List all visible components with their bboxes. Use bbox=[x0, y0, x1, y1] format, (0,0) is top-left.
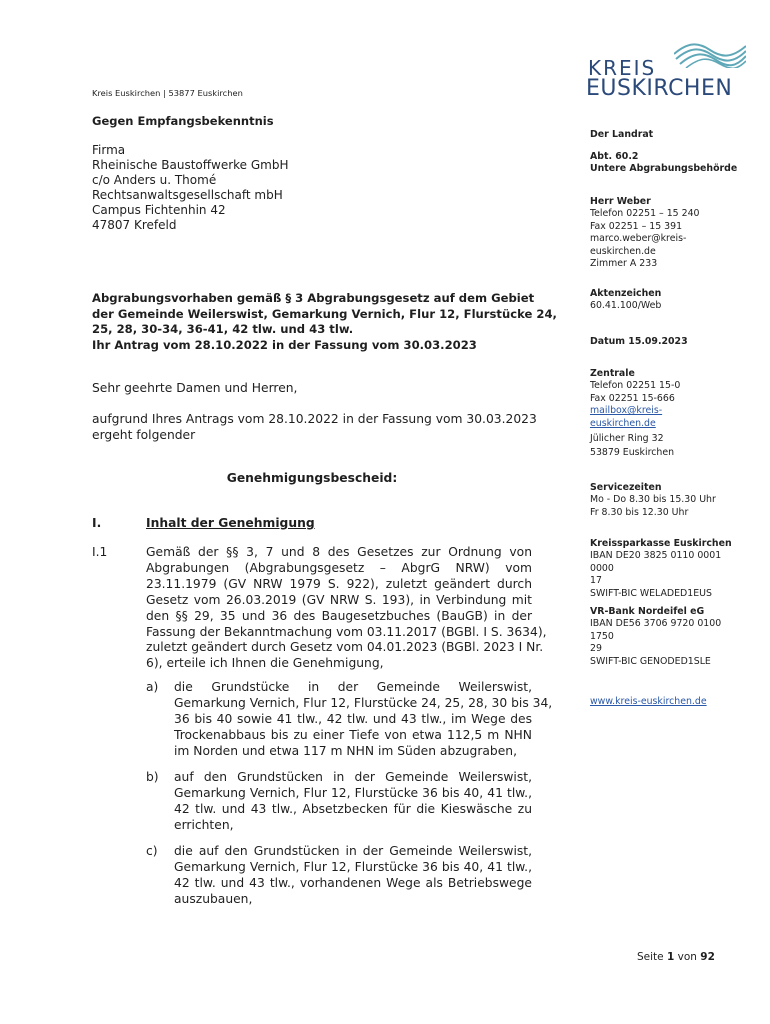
bank-line: SWIFT-BIC WELADED1EUS bbox=[590, 587, 712, 599]
item-line: Gemarkung Vernich, Flur 12, Flurstücke 36 bis 40, 41 tlw., bbox=[174, 785, 532, 800]
bank-line: 1750 bbox=[590, 630, 614, 642]
contact-line: euskirchen.de bbox=[590, 245, 656, 257]
item-line: Gemarkung Vernich, Flur 12, Flurstücke 24, 25, 28, 30 bis 34, bbox=[174, 695, 553, 710]
bank-line: IBAN DE56 3706 9720 0100 bbox=[590, 618, 722, 630]
paragraph-line: Gesetz vom 26.03.2019 (GV NRW S. 193), in Verbindung mit bbox=[146, 592, 532, 607]
item-line: die Grundstücke in der Gemeinde Weilerswist, bbox=[174, 680, 532, 694]
mail-line[interactable]: euskirchen.de bbox=[590, 417, 656, 429]
file-reference-label: Aktenzeichen bbox=[590, 288, 662, 299]
subject-line: der Gemeinde Weilerswist, Gemarkung Vernich, Flur 12, Flurstücke 24, bbox=[92, 306, 557, 321]
mail-line[interactable]: mailbox@kreis- bbox=[590, 405, 663, 417]
sidebar-bank-1 bbox=[590, 538, 742, 600]
item-c-text bbox=[174, 844, 532, 908]
recipient-address bbox=[92, 143, 289, 233]
central-mail-link[interactable] bbox=[590, 405, 742, 430]
sidebar-contact bbox=[590, 196, 742, 270]
item-line: errichten, bbox=[174, 817, 234, 832]
intro-text bbox=[92, 411, 537, 443]
sidebar-central bbox=[590, 368, 742, 460]
item-line: im Norden und etwa 117 m NHN im Süden abzugraben, bbox=[174, 743, 517, 758]
contact-line: Zimmer A 233 bbox=[590, 258, 658, 270]
item-a-text bbox=[174, 680, 553, 760]
bank-line: 17 bbox=[590, 575, 602, 587]
paragraph-line: 6), erteile ich Ihnen die Genehmigung, bbox=[146, 656, 384, 671]
item-line: 42 tlw. und 43 tlw., vorhandenen Wege als Betriebswege bbox=[174, 875, 532, 890]
department-number: Abt. 60.2 bbox=[590, 151, 639, 162]
sidebar-department bbox=[590, 151, 742, 176]
sidebar-authority bbox=[590, 129, 742, 141]
subject-line: 25, 28, 30-34, 36-41, 42 tlw. und 43 tlw. bbox=[92, 322, 354, 336]
item-b-text bbox=[174, 770, 532, 834]
sidebar-bank-2 bbox=[590, 606, 742, 668]
footer-page-number: 1 bbox=[666, 951, 675, 963]
address-line: Rechtsanwaltsgesellschaft mbH bbox=[92, 188, 283, 202]
paragraph-line: Gemäß der §§ 3, 7 und 8 des Gesetzes zur Ordnung von bbox=[146, 545, 532, 559]
subject-line: Abgrabungsvorhaben gemäß § 3 Abgrabungsgesetz auf dem Gebiet bbox=[92, 291, 535, 305]
salutation: Sehr geehrte Damen und Herren, bbox=[92, 381, 298, 395]
footer-prefix: Seite bbox=[637, 951, 664, 963]
address-line: Campus Fichtenhin 42 bbox=[92, 203, 226, 217]
logo-text-kreis: KREIS bbox=[588, 56, 657, 80]
website-link[interactable]: www.kreis-euskirchen.de bbox=[590, 696, 707, 707]
item-letter-a: a) bbox=[146, 680, 159, 694]
central-label: Zentrale bbox=[590, 368, 635, 379]
central-line: Fax 02251 15-666 bbox=[590, 392, 675, 404]
item-line: die auf den Grundstücken in der Gemeinde Weilerswist, bbox=[174, 844, 532, 858]
paragraph-number: I.1 bbox=[92, 545, 108, 559]
paragraph-line: 23.11.1979 (GV NRW 1979 S. 922), zuletzt geändert durch bbox=[146, 576, 532, 591]
paragraph-line: zuletzt geändert durch Gesetz vom 04.01.2023 (BGBl. 2023 I Nr. bbox=[146, 640, 544, 655]
logo-text-euskirchen: EUSKIRCHEN bbox=[586, 76, 733, 101]
central-address-line: Jülicher Ring 32 bbox=[590, 433, 664, 445]
sidebar-file-reference bbox=[590, 288, 742, 313]
sidebar-website bbox=[590, 696, 742, 708]
contact-line: marco.weber@kreis- bbox=[590, 233, 687, 245]
item-line: Trockenabbaus bis zu einer Tiefe von etwa 112,5 m NHN bbox=[174, 727, 532, 742]
hours-line: Mo - Do 8.30 bis 15.30 Uhr bbox=[590, 494, 716, 506]
footer-total-pages: 92 bbox=[700, 951, 715, 963]
item-letter-c: c) bbox=[146, 844, 158, 858]
decision-heading: Genehmigungsbescheid: bbox=[226, 471, 398, 485]
kreis-euskirchen-logo bbox=[586, 38, 746, 102]
item-line: 42 tlw. und 43 tlw., Absetzbecken für die Kieswäsche zu bbox=[174, 801, 532, 816]
intro-line: ergeht folgender bbox=[92, 428, 196, 442]
address-line: Rheinische Baustoffwerke GmbH bbox=[92, 158, 289, 172]
bank-name: Kreissparkasse Euskirchen bbox=[590, 538, 732, 549]
bank-line: SWIFT-BIC GENODED1SLE bbox=[590, 655, 711, 667]
paragraph-line: Fassung der Bekanntmachung vom 03.11.2017 (BGBl. I S. 3634), bbox=[146, 624, 547, 639]
section-number: I. bbox=[92, 516, 102, 530]
item-line: auf den Grundstücken in der Gemeinde Weilerswist, bbox=[174, 770, 532, 784]
letter-date: Datum 15.09.2023 bbox=[590, 336, 688, 347]
central-address-line: 53879 Euskirchen bbox=[590, 447, 675, 459]
paragraph-line: den §§ 29, 35 und 36 des Baugesetzbuches (BauGB) in der bbox=[146, 608, 532, 623]
sidebar-date bbox=[590, 336, 742, 348]
page-footer bbox=[637, 951, 715, 963]
address-line: 47807 Krefeld bbox=[92, 218, 177, 232]
department-name: Untere Abgrabungsbehörde bbox=[590, 163, 738, 175]
sender-line: Kreis Euskirchen | 53877 Euskirchen bbox=[92, 88, 243, 98]
sidebar-hours bbox=[590, 482, 742, 519]
contact-line: Fax 02251 – 15 391 bbox=[590, 220, 683, 232]
item-line: auszubauen, bbox=[174, 891, 253, 906]
section-title: Inhalt der Genehmigung bbox=[146, 516, 315, 530]
hours-line: Fr 8.30 bis 12.30 Uhr bbox=[590, 506, 689, 518]
contact-line: Telefon 02251 – 15 240 bbox=[590, 208, 700, 220]
address-line: Firma bbox=[92, 143, 126, 157]
authority-name: Der Landrat bbox=[590, 129, 654, 140]
paragraph-line: Abgrabungen (Abgrabungsgesetz – AbgrG NRW) vom bbox=[146, 560, 532, 575]
receipt-title: Gegen Empfangsbekenntnis bbox=[92, 114, 274, 128]
subject-block bbox=[92, 291, 557, 353]
bank-line: 29 bbox=[590, 643, 602, 655]
subject-line: Ihr Antrag vom 28.10.2022 in der Fassung vom 30.03.2023 bbox=[92, 337, 477, 352]
wave-logo-icon bbox=[674, 38, 746, 68]
file-reference-number: 60.41.100/Web bbox=[590, 300, 662, 312]
footer-middle: von bbox=[677, 951, 697, 963]
item-line: Gemarkung Vernich, Flur 12, Flurstücke 36 bis 40, 41 tlw., bbox=[174, 859, 532, 874]
item-line: 36 bis 40 sowie 41 tlw., 42 tlw. und 43 tlw., im Wege des bbox=[174, 711, 532, 726]
intro-line: aufgrund Ihres Antrags vom 28.10.2022 in der Fassung vom 30.03.2023 bbox=[92, 412, 537, 426]
bank-line: 0000 bbox=[590, 562, 614, 574]
item-letter-b: b) bbox=[146, 770, 159, 784]
central-line: Telefon 02251 15-0 bbox=[590, 380, 681, 392]
bank-line: IBAN DE20 3825 0110 0001 bbox=[590, 550, 722, 562]
contact-name: Herr Weber bbox=[590, 196, 651, 207]
paragraph-text bbox=[146, 545, 547, 672]
hours-label: Servicezeiten bbox=[590, 482, 662, 493]
bank-name: VR-Bank Nordeifel eG bbox=[590, 606, 705, 617]
address-line: c/o Anders u. Thomé bbox=[92, 173, 217, 187]
